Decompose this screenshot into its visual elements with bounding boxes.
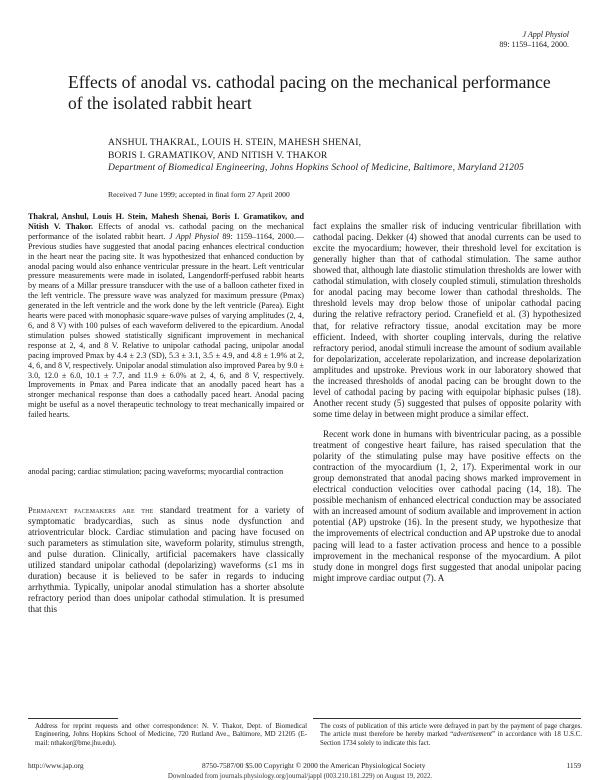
journal-header	[499, 30, 569, 50]
author-affiliation: Department of Biomedical Engineering, Johns Hopkins School of Medicine, Baltimore, Maryland 21205	[108, 162, 524, 174]
copyright-line: 8750-7587/00 $5.00 Copyright © 2000 the American Physiological Society	[202, 761, 426, 770]
article-title: Effects of anodal vs. cathodal pacing on the mechanical performance of the isolated rabbit heart	[68, 72, 551, 113]
footnote-divider-left	[28, 718, 118, 719]
page-number: 1159	[566, 761, 581, 770]
footnote-divider-right	[313, 718, 581, 719]
page-charges-advertisement: advertisement	[453, 731, 492, 739]
page-charges-text-a: The costs of publication of this article were defrayed in part by the payment of page charges. The article must therefore be hereby marked “	[320, 723, 582, 739]
download-notice: Downloaded from journals.physiology.org/journal/jappl (003.210.181.229) on August 19, 2022.	[167, 773, 433, 780]
right-column-text	[313, 212, 581, 593]
journal-url-link[interactable]: http://www.jap.org	[28, 761, 84, 770]
intro-lead-in: Permanent pacemakers are the	[28, 506, 154, 515]
journal-name: J Appl Physiol	[522, 30, 569, 39]
journal-citation: 89: 1159–1164, 2000.	[499, 40, 569, 49]
right-paragraph-1: fact explains the smaller risk of inducing ventricular fibrillation with cathodal pacing. Dekker (4) showed that anodal currents can be used to excite the myocardium; however, their threshold level for excitation is generally higher than that of cathodal stimulation. The same author showed that, although late diastolic stimulation thresholds are lower with cathodal stimulation, with closely coupled stimuli, stimulation thresholds for anodal pacing may become lower than cathodal thresholds. The threshold levels may drop below those of unipolar cathodal pacing during the relative refractory period. Cranefield et al. (3) hypothesized that, for relative refractory tissue, anodal excitation may be more efficient. Indeed, with shorter coupling intervals, during the relative refractory period, anodal stimuli increase the amount of sodium available for depolarization, accelerate repolarization, and increase depolarization amplitudes and upstroke. Previous work in our laboratory showed that the increased thresholds of anodal pacing can be brought down to the level of cathodal pacing by pacing with equipolar biphasic pulses (18). Another recent study (5) suggested that pulses of opposite polarity with some time delay in between might produce a similar effect.	[313, 221, 581, 419]
abstract	[28, 212, 304, 420]
page-charges-footnote	[320, 723, 582, 748]
introduction-paragraph	[28, 505, 304, 615]
keywords: anodal pacing; cardiac stimulation; pacing waveforms; myocardial contraction	[28, 467, 284, 476]
abstract-journal-ref: J Appl Physiol	[168, 231, 219, 241]
page-footer	[28, 761, 581, 770]
abstract-title-ref: Effects of anodal vs. cathodal pacing on the mechanical performance of the isolated rabbit heart.	[28, 221, 304, 241]
intro-body: standard treatment for a variety of symptomatic bradycardias, such as sinus node dysfunction and atrioventricular block. Cardiac stimulation and pacing have focused on such parameters as stimulation site, waveform polarity, stimulus strength, and pulse duration. Clinically, artificial pacemakers have classically utilized standard unipolar cathodal (depolarizing) waveforms (≤1 ms in duration) because it is believed to be safer in regards to inducing arrhythmia. Typically, unipolar anodal stimulation has a shorter absolute refractory period than does unipolar cathodal stimulation. It is presumed that this	[28, 505, 304, 615]
correspondence-footnote: Address for reprint requests and other correspondence: N. V. Thakor, Dept. of Biomedical Engineering, Johns Hopkins School of Medicine, 720 Rutland Ave., Baltimore, MD 21205 (E-mail: nthakor@bme.jhu.edu).	[35, 723, 307, 747]
abstract-volume-ref: 89: 1159–1164, 2000.	[218, 231, 296, 241]
received-dates: Received 7 June 1999; accepted in final form 27 April 2000	[108, 190, 290, 199]
author-names-line-2: BORIS I. GRAMATIKOV, AND NITISH V. THAKOR	[108, 149, 328, 161]
abstract-authors: Thakral, Anshul, Louis H. Stein, Mahesh Shenai, Boris I. Gramatikov, and Nitish V. Thakor.	[28, 212, 304, 231]
author-block	[108, 137, 578, 175]
abstract-body: —Previous studies have suggested that anodal pacing enhances electrical conduction in the heart near the pacing site. It was hypothesized that enhanced conduction by anodal pacing would also enhance ventricular pressure in the heart. Left ventricular pressure measurements were made in isolated, Langendorff-perfused rabbit hearts by means of a Millar pressure transducer with the use of a balloon catheter fixed in the left ventricle. The pressure wave was analyzed for maximum pressure (Pmax) generated in the left ventricle and the work done by the left ventricle (Parea). Eight hearts were paced with monophasic square-wave pulses of varying amplitudes (2, 4, 6, and 8 V) with 100 pulses of each waveform delivered to the epicardium. Anodal stimulation pulses showed statistically significant improvement in mechanical response at 2, 4, and 8 V. Relative to unipolar cathodal pacing, unipolar anodal pacing improved Pmax by 4.4 ± 2.3 (SD), 5.3 ± 3.1, 3.5 ± 4.9, and 4.8 ± 1.9% at 2, 4, 6, and 8 V, respectively. Unipolar anodal stimulation also improved Parea by 9.0 ± 3.0, 12.0 ± 6.0, 10.1 ± 7.7, and 11.9 ± 6.0% at 2, 4, 6, and 8 V, respectively. Improvements in Pmax and Parea indicate that an anodally paced heart has a stronger mechanical response than does a cathodally paced heart. Anodal pacing might be useful as a novel therapeutic technology to treat mechanically impaired or failed hearts.	[28, 231, 304, 420]
right-paragraph-2: Recent work done in humans with biventricular pacing, as a possible treatment of congestive heart failure, has raised speculation that the polarity of the stimulating pulse may have positive effects on the contraction of the myocardium (1, 2, 17). Experimental work in our group demonstrated that anodal pacing shows marked improvement in electrical conduction velocities over cathodal pacing (14, 18). The possible mechanism of enhanced electrical conduction may be associated with an increased amount of sodium available and improvement in action potential (AP) upstroke (16). In the present study, we hypothesize that the improvements of electrical conduction and AP upstroke due to anodal pacing will lead to a faster activation process and hence to a possible improvement in the mechanical response of the myocardium. A pilot study done in mongrel dogs first suggested that anodal unipolar pacing might improve cardiac output (7). A	[313, 429, 581, 583]
author-names-line-1: ANSHUL THAKRAL, LOUIS H. STEIN, MAHESH SHENAI,	[108, 137, 362, 148]
page-charges-text-b: ” in accordance with 18 U.S.C. Section 1734 solely to indicate this fact.	[320, 731, 582, 747]
